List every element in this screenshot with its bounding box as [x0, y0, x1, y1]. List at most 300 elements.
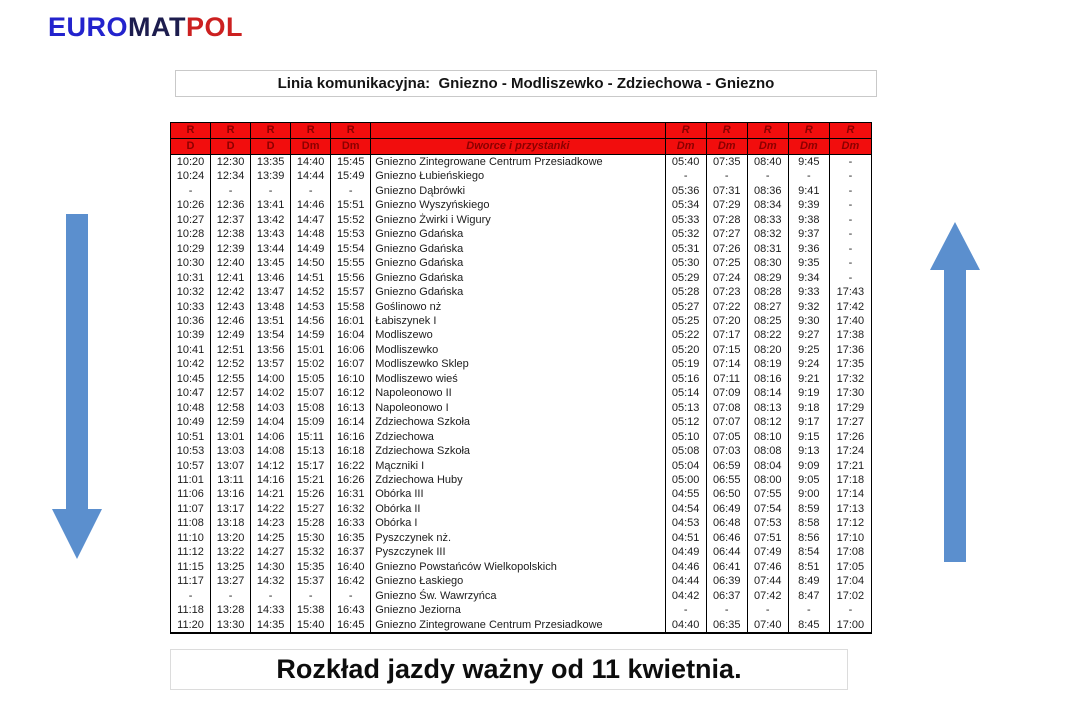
time-cell: 9:32: [788, 300, 829, 314]
time-cell: 05:12: [665, 415, 706, 429]
time-cell: 8:49: [788, 574, 829, 588]
header-row-days: [171, 139, 872, 155]
time-cell: 12:57: [211, 386, 251, 400]
time-cell: 13:07: [211, 459, 251, 473]
time-cell: 15:13: [291, 444, 331, 458]
time-cell: 08:13: [747, 401, 788, 415]
time-cell: 10:45: [171, 372, 211, 386]
time-cell: 14:48: [291, 227, 331, 241]
time-cell: 8:45: [788, 618, 829, 633]
time-cell: 10:30: [171, 256, 211, 270]
time-cell: 08:19: [747, 357, 788, 371]
time-cell: 17:10: [829, 531, 871, 545]
time-cell: 13:42: [251, 213, 291, 227]
time-cell: 07:53: [747, 516, 788, 530]
time-cell: -: [331, 184, 371, 198]
header-cell: D: [251, 139, 291, 155]
header-cell-stations-label: Dworce i przystanki: [371, 139, 665, 155]
time-cell: 9:19: [788, 386, 829, 400]
time-cell: 12:30: [211, 155, 251, 170]
time-cell: -: [788, 603, 829, 617]
station-cell: Mączniki I: [371, 459, 665, 473]
time-cell: 17:38: [829, 328, 871, 342]
table-row: [171, 256, 872, 270]
time-cell: 07:22: [706, 300, 747, 314]
time-cell: 15:57: [331, 285, 371, 299]
time-cell: 16:31: [331, 487, 371, 501]
header-cell: Dm: [291, 139, 331, 155]
time-cell: 12:36: [211, 198, 251, 212]
time-cell: 15:21: [291, 473, 331, 487]
time-cell: 16:06: [331, 343, 371, 357]
table-row: [171, 328, 872, 342]
time-cell: 05:25: [665, 314, 706, 328]
time-cell: 12:41: [211, 271, 251, 285]
time-cell: 14:22: [251, 502, 291, 516]
time-cell: 13:25: [211, 560, 251, 574]
time-cell: 8:59: [788, 502, 829, 516]
time-cell: 13:47: [251, 285, 291, 299]
time-cell: 15:05: [291, 372, 331, 386]
header-cell: R: [706, 123, 747, 139]
time-cell: 15:27: [291, 502, 331, 516]
time-cell: 04:49: [665, 545, 706, 559]
time-cell: 14:02: [251, 386, 291, 400]
time-cell: -: [829, 256, 871, 270]
time-cell: 15:28: [291, 516, 331, 530]
time-cell: 15:32: [291, 545, 331, 559]
time-cell: 10:32: [171, 285, 211, 299]
time-cell: -: [829, 198, 871, 212]
time-cell: 16:04: [331, 328, 371, 342]
station-cell: Gniezno Łubieńskiego: [371, 169, 665, 183]
time-cell: 16:22: [331, 459, 371, 473]
euromatpol-logo: [48, 12, 243, 43]
time-cell: 15:45: [331, 155, 371, 170]
time-cell: 8:51: [788, 560, 829, 574]
header-cell: Dm: [706, 139, 747, 155]
table-row: [171, 516, 872, 530]
time-cell: 16:40: [331, 560, 371, 574]
time-cell: 15:37: [291, 574, 331, 588]
time-cell: 04:55: [665, 487, 706, 501]
time-cell: 07:44: [747, 574, 788, 588]
time-cell: 9:37: [788, 227, 829, 241]
time-cell: 9:17: [788, 415, 829, 429]
time-cell: 08:22: [747, 328, 788, 342]
time-cell: 13:28: [211, 603, 251, 617]
table-row: [171, 430, 872, 444]
time-cell: 04:42: [665, 589, 706, 603]
time-cell: 14:32: [251, 574, 291, 588]
time-cell: -: [291, 589, 331, 603]
table-row: [171, 155, 872, 170]
station-cell: Zdziechowa Szkoła: [371, 415, 665, 429]
table-row: [171, 589, 872, 603]
time-cell: 16:26: [331, 473, 371, 487]
time-cell: 14:21: [251, 487, 291, 501]
header-cell: Dm: [829, 139, 871, 155]
time-cell: 05:40: [665, 155, 706, 170]
time-cell: 11:17: [171, 574, 211, 588]
header-cell: Dm: [747, 139, 788, 155]
time-cell: 9:00: [788, 487, 829, 501]
time-cell: 07:46: [747, 560, 788, 574]
time-cell: 14:08: [251, 444, 291, 458]
time-cell: 14:40: [291, 155, 331, 170]
station-cell: Gniezno Gdańska: [371, 256, 665, 270]
time-cell: 05:32: [665, 227, 706, 241]
time-cell: 15:01: [291, 343, 331, 357]
time-cell: 13:30: [211, 618, 251, 633]
time-cell: 10:49: [171, 415, 211, 429]
time-cell: 9:27: [788, 328, 829, 342]
time-cell: 9:13: [788, 444, 829, 458]
table-row: [171, 213, 872, 227]
time-cell: 07:20: [706, 314, 747, 328]
time-cell: 12:55: [211, 372, 251, 386]
time-cell: 13:27: [211, 574, 251, 588]
station-cell: Gniezno Zintegrowane Centrum Przesiadkowe: [371, 618, 665, 633]
time-cell: 08:31: [747, 242, 788, 256]
time-cell: 13:54: [251, 328, 291, 342]
station-cell: Modliszewko Sklep: [371, 357, 665, 371]
time-cell: 11:12: [171, 545, 211, 559]
time-cell: 16:16: [331, 430, 371, 444]
time-cell: 07:29: [706, 198, 747, 212]
header-cell: Dm: [788, 139, 829, 155]
time-cell: 17:27: [829, 415, 871, 429]
header-row-type: [171, 123, 872, 139]
station-cell: Napoleonowo I: [371, 401, 665, 415]
time-cell: -: [171, 589, 211, 603]
time-cell: 07:26: [706, 242, 747, 256]
time-cell: 13:35: [251, 155, 291, 170]
table-row: [171, 459, 872, 473]
time-cell: 08:00: [747, 473, 788, 487]
time-cell: 9:25: [788, 343, 829, 357]
time-cell: -: [211, 184, 251, 198]
time-cell: -: [171, 184, 211, 198]
time-cell: 10:41: [171, 343, 211, 357]
time-cell: 07:08: [706, 401, 747, 415]
time-cell: 16:14: [331, 415, 371, 429]
time-cell: 10:57: [171, 459, 211, 473]
time-cell: 05:13: [665, 401, 706, 415]
time-cell: 08:33: [747, 213, 788, 227]
station-cell: Gniezno Dąbrówki: [371, 184, 665, 198]
station-cell: Gniezno Zintegrowane Centrum Przesiadkowe: [371, 155, 665, 170]
table-row: [171, 343, 872, 357]
time-cell: 17:36: [829, 343, 871, 357]
time-cell: 08:28: [747, 285, 788, 299]
time-cell: 05:00: [665, 473, 706, 487]
time-cell: 14:16: [251, 473, 291, 487]
time-cell: 15:09: [291, 415, 331, 429]
station-cell: Gniezno Gdańska: [371, 242, 665, 256]
time-cell: 17:24: [829, 444, 871, 458]
time-cell: 16:07: [331, 357, 371, 371]
time-cell: 07:03: [706, 444, 747, 458]
header-cell: R: [331, 123, 371, 139]
table-row: [171, 618, 872, 633]
time-cell: 08:29: [747, 271, 788, 285]
time-cell: 15:58: [331, 300, 371, 314]
time-cell: 12:39: [211, 242, 251, 256]
time-cell: -: [291, 184, 331, 198]
station-cell: Gniezno Wyszyńskiego: [371, 198, 665, 212]
logo-part-pol: POL: [186, 12, 244, 42]
time-cell: 07:14: [706, 357, 747, 371]
time-cell: 14:25: [251, 531, 291, 545]
time-cell: 11:07: [171, 502, 211, 516]
time-cell: 9:09: [788, 459, 829, 473]
time-cell: 17:42: [829, 300, 871, 314]
time-cell: 07:05: [706, 430, 747, 444]
time-cell: 08:34: [747, 198, 788, 212]
time-cell: 14:33: [251, 603, 291, 617]
table-row: [171, 372, 872, 386]
time-cell: 07:07: [706, 415, 747, 429]
time-cell: 14:35: [251, 618, 291, 633]
time-cell: 06:44: [706, 545, 747, 559]
timetable: [170, 122, 872, 634]
header-cell: D: [171, 139, 211, 155]
table-row: [171, 386, 872, 400]
time-cell: 17:02: [829, 589, 871, 603]
time-cell: 17:13: [829, 502, 871, 516]
time-cell: 10:20: [171, 155, 211, 170]
time-cell: 15:54: [331, 242, 371, 256]
time-cell: 08:32: [747, 227, 788, 241]
time-cell: 10:53: [171, 444, 211, 458]
time-cell: 10:42: [171, 357, 211, 371]
logo-part-mat: MAT: [128, 12, 186, 42]
time-cell: 11:20: [171, 618, 211, 633]
table-row: [171, 502, 872, 516]
time-cell: 14:00: [251, 372, 291, 386]
time-cell: 17:05: [829, 560, 871, 574]
time-cell: 05:20: [665, 343, 706, 357]
time-cell: 08:25: [747, 314, 788, 328]
header-cell: Dm: [665, 139, 706, 155]
time-cell: 14:03: [251, 401, 291, 415]
time-cell: 05:27: [665, 300, 706, 314]
time-cell: 17:18: [829, 473, 871, 487]
time-cell: 07:55: [747, 487, 788, 501]
time-cell: 16:32: [331, 502, 371, 516]
validity-note: Rozkład jazdy ważny od 11 kwietnia.: [170, 649, 848, 690]
header-cell: R: [829, 123, 871, 139]
time-cell: 12:40: [211, 256, 251, 270]
time-cell: 08:14: [747, 386, 788, 400]
time-cell: 13:01: [211, 430, 251, 444]
table-row: [171, 169, 872, 183]
down-arrow-icon: [52, 214, 102, 559]
time-cell: 08:40: [747, 155, 788, 170]
time-cell: 15:17: [291, 459, 331, 473]
station-cell: Modliszewo wieś: [371, 372, 665, 386]
time-cell: 07:42: [747, 589, 788, 603]
header-cell: D: [211, 139, 251, 155]
time-cell: 13:11: [211, 473, 251, 487]
time-cell: -: [331, 589, 371, 603]
time-cell: 11:06: [171, 487, 211, 501]
time-cell: 07:54: [747, 502, 788, 516]
table-row: [171, 227, 872, 241]
time-cell: -: [829, 271, 871, 285]
time-cell: 16:12: [331, 386, 371, 400]
time-cell: 16:33: [331, 516, 371, 530]
time-cell: 12:42: [211, 285, 251, 299]
time-cell: 06:39: [706, 574, 747, 588]
time-cell: 12:51: [211, 343, 251, 357]
time-cell: 07:25: [706, 256, 747, 270]
time-cell: 10:31: [171, 271, 211, 285]
table-row: [171, 560, 872, 574]
station-cell: Gniezno Gdańska: [371, 285, 665, 299]
table-row: [171, 300, 872, 314]
time-cell: 15:40: [291, 618, 331, 633]
time-cell: -: [665, 169, 706, 183]
time-cell: 14:56: [291, 314, 331, 328]
time-cell: 11:18: [171, 603, 211, 617]
time-cell: 06:41: [706, 560, 747, 574]
time-cell: 04:53: [665, 516, 706, 530]
time-cell: -: [211, 589, 251, 603]
time-cell: 15:52: [331, 213, 371, 227]
time-cell: 9:24: [788, 357, 829, 371]
time-cell: -: [706, 603, 747, 617]
time-cell: 10:29: [171, 242, 211, 256]
station-cell: Modliszewko: [371, 343, 665, 357]
timetable-header: [171, 123, 872, 155]
time-cell: 17:00: [829, 618, 871, 633]
table-row: [171, 198, 872, 212]
time-cell: 10:36: [171, 314, 211, 328]
line-title: Linia komunikacyjna: Gniezno - Modliszewko - Zdziechowa - Gniezno: [175, 70, 877, 97]
time-cell: 07:17: [706, 328, 747, 342]
time-cell: 08:27: [747, 300, 788, 314]
time-cell: 08:10: [747, 430, 788, 444]
time-cell: 9:30: [788, 314, 829, 328]
time-cell: 12:58: [211, 401, 251, 415]
time-cell: 14:12: [251, 459, 291, 473]
station-cell: Zdziechowa Szkoła: [371, 444, 665, 458]
header-cell: Dm: [331, 139, 371, 155]
time-cell: 08:08: [747, 444, 788, 458]
station-cell: Zdziechowa Huby: [371, 473, 665, 487]
table-row: [171, 574, 872, 588]
table-row: [171, 415, 872, 429]
time-cell: 10:51: [171, 430, 211, 444]
station-cell: Gniezno Jeziorna: [371, 603, 665, 617]
time-cell: -: [829, 213, 871, 227]
time-cell: 17:26: [829, 430, 871, 444]
time-cell: 17:29: [829, 401, 871, 415]
time-cell: 14:47: [291, 213, 331, 227]
time-cell: -: [829, 242, 871, 256]
station-cell: Gniezno Św. Wawrzyńca: [371, 589, 665, 603]
time-cell: 07:27: [706, 227, 747, 241]
down-arrow-shape: [52, 214, 102, 559]
time-cell: 16:45: [331, 618, 371, 633]
table-row: [171, 184, 872, 198]
time-cell: 17:30: [829, 386, 871, 400]
time-cell: 16:10: [331, 372, 371, 386]
header-cell: R: [171, 123, 211, 139]
time-cell: -: [747, 603, 788, 617]
time-cell: 15:49: [331, 169, 371, 183]
time-cell: 9:05: [788, 473, 829, 487]
time-cell: 9:18: [788, 401, 829, 415]
time-cell: 06:50: [706, 487, 747, 501]
time-cell: 12:37: [211, 213, 251, 227]
time-cell: 14:04: [251, 415, 291, 429]
time-cell: 05:31: [665, 242, 706, 256]
time-cell: 14:52: [291, 285, 331, 299]
header-cell: R: [251, 123, 291, 139]
time-cell: 15:02: [291, 357, 331, 371]
time-cell: 10:33: [171, 300, 211, 314]
time-cell: 14:06: [251, 430, 291, 444]
station-cell: Goślinowo nż: [371, 300, 665, 314]
time-cell: -: [829, 603, 871, 617]
time-cell: 13:16: [211, 487, 251, 501]
time-cell: 14:50: [291, 256, 331, 270]
time-cell: 9:39: [788, 198, 829, 212]
time-cell: 17:32: [829, 372, 871, 386]
time-cell: 05:29: [665, 271, 706, 285]
time-cell: 05:04: [665, 459, 706, 473]
header-cell: R: [665, 123, 706, 139]
time-cell: 9:45: [788, 155, 829, 170]
time-cell: 13:22: [211, 545, 251, 559]
time-cell: 07:15: [706, 343, 747, 357]
time-cell: 05:30: [665, 256, 706, 270]
time-cell: 9:15: [788, 430, 829, 444]
time-cell: -: [251, 184, 291, 198]
time-cell: 12:59: [211, 415, 251, 429]
time-cell: 07:31: [706, 184, 747, 198]
time-cell: 06:35: [706, 618, 747, 633]
time-cell: 04:51: [665, 531, 706, 545]
time-cell: 05:10: [665, 430, 706, 444]
time-cell: -: [665, 603, 706, 617]
time-cell: 10:28: [171, 227, 211, 241]
time-cell: 04:54: [665, 502, 706, 516]
table-row: [171, 271, 872, 285]
up-arrow-shape: [930, 222, 980, 562]
time-cell: 13:41: [251, 198, 291, 212]
time-cell: 08:16: [747, 372, 788, 386]
time-cell: 06:55: [706, 473, 747, 487]
time-cell: 07:09: [706, 386, 747, 400]
time-cell: 10:39: [171, 328, 211, 342]
time-cell: 15:53: [331, 227, 371, 241]
time-cell: 10:27: [171, 213, 211, 227]
time-cell: 13:17: [211, 502, 251, 516]
time-cell: 07:35: [706, 155, 747, 170]
time-cell: 15:08: [291, 401, 331, 415]
table-row: [171, 473, 872, 487]
time-cell: 07:11: [706, 372, 747, 386]
table-row: [171, 314, 872, 328]
time-cell: 8:56: [788, 531, 829, 545]
time-cell: 13:51: [251, 314, 291, 328]
time-cell: 17:04: [829, 574, 871, 588]
time-cell: 17:14: [829, 487, 871, 501]
